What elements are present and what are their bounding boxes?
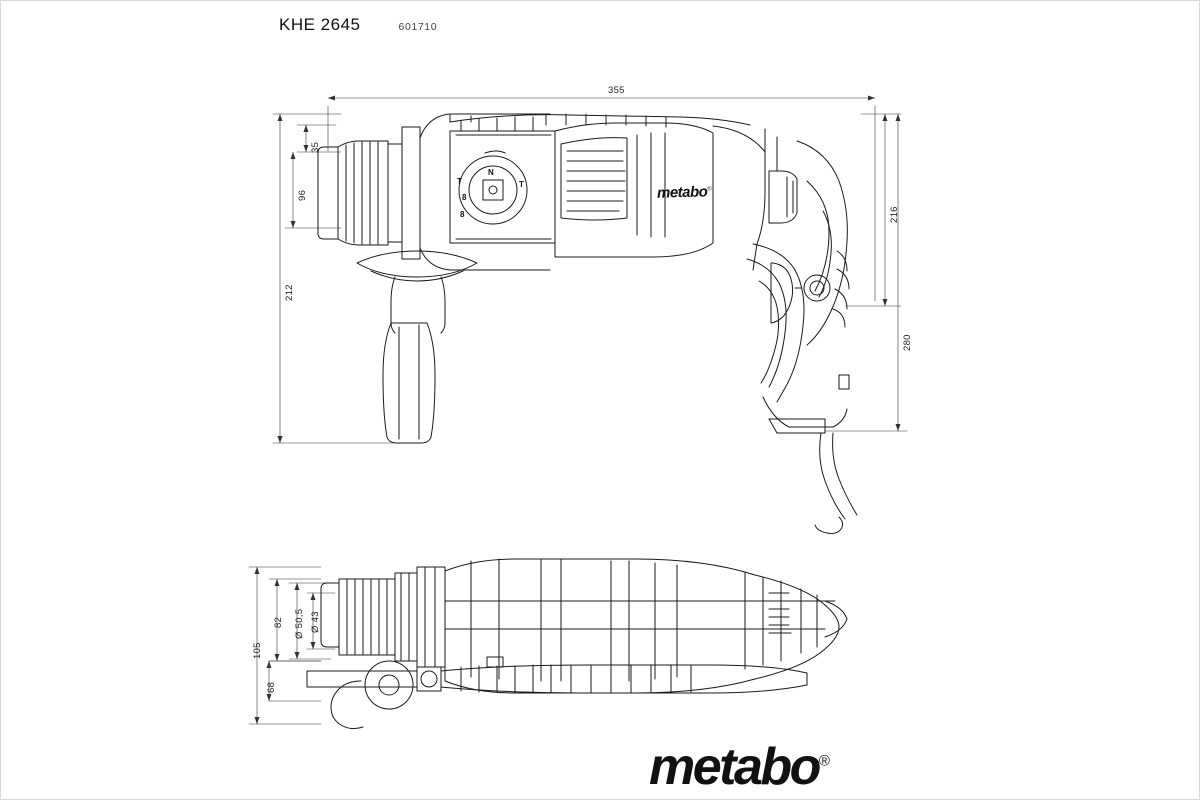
model-name: KHE 2645 xyxy=(279,15,361,34)
dim-overall-length: 355 xyxy=(608,85,625,96)
tool-body-brand-text: metabo xyxy=(656,183,708,202)
brand-logo-text: metabo xyxy=(649,738,819,796)
model-code: 601710 xyxy=(398,21,438,33)
dial-label-hammer-left: T xyxy=(457,177,462,186)
tool-body-brand xyxy=(657,183,712,201)
tool-body-brand-mark: ® xyxy=(707,186,712,193)
dim-base-width: 68 xyxy=(266,681,277,693)
dim-chuck-offset: 35 xyxy=(310,141,321,153)
dim-overall-height: 280 xyxy=(902,334,913,351)
dim-body-width: 105 xyxy=(252,642,263,659)
drawing-svg xyxy=(1,1,1200,801)
dial-label-drill-left: 8 xyxy=(462,193,467,202)
brand-logo-mark: ® xyxy=(818,752,830,770)
dim-chuck-collar-width: 82 xyxy=(273,616,284,628)
dial-label-hammer-right: T xyxy=(519,180,524,189)
dial-label-drill-bottom: 8 xyxy=(460,210,465,219)
dim-handle-to-top: 212 xyxy=(284,284,295,301)
dim-collar-diameter: Ø 50,5 xyxy=(294,608,305,639)
dial-label-neutral: N xyxy=(488,168,494,177)
dim-body-height: 216 xyxy=(889,206,900,223)
drawing-canvas xyxy=(1,1,1199,799)
dim-chuck-diameter: Ø 43 xyxy=(310,611,321,633)
side-view-tool xyxy=(318,114,857,534)
brand-logo xyxy=(649,737,830,797)
dim-chuck-height: 96 xyxy=(297,189,308,201)
top-view-tool xyxy=(307,559,847,729)
